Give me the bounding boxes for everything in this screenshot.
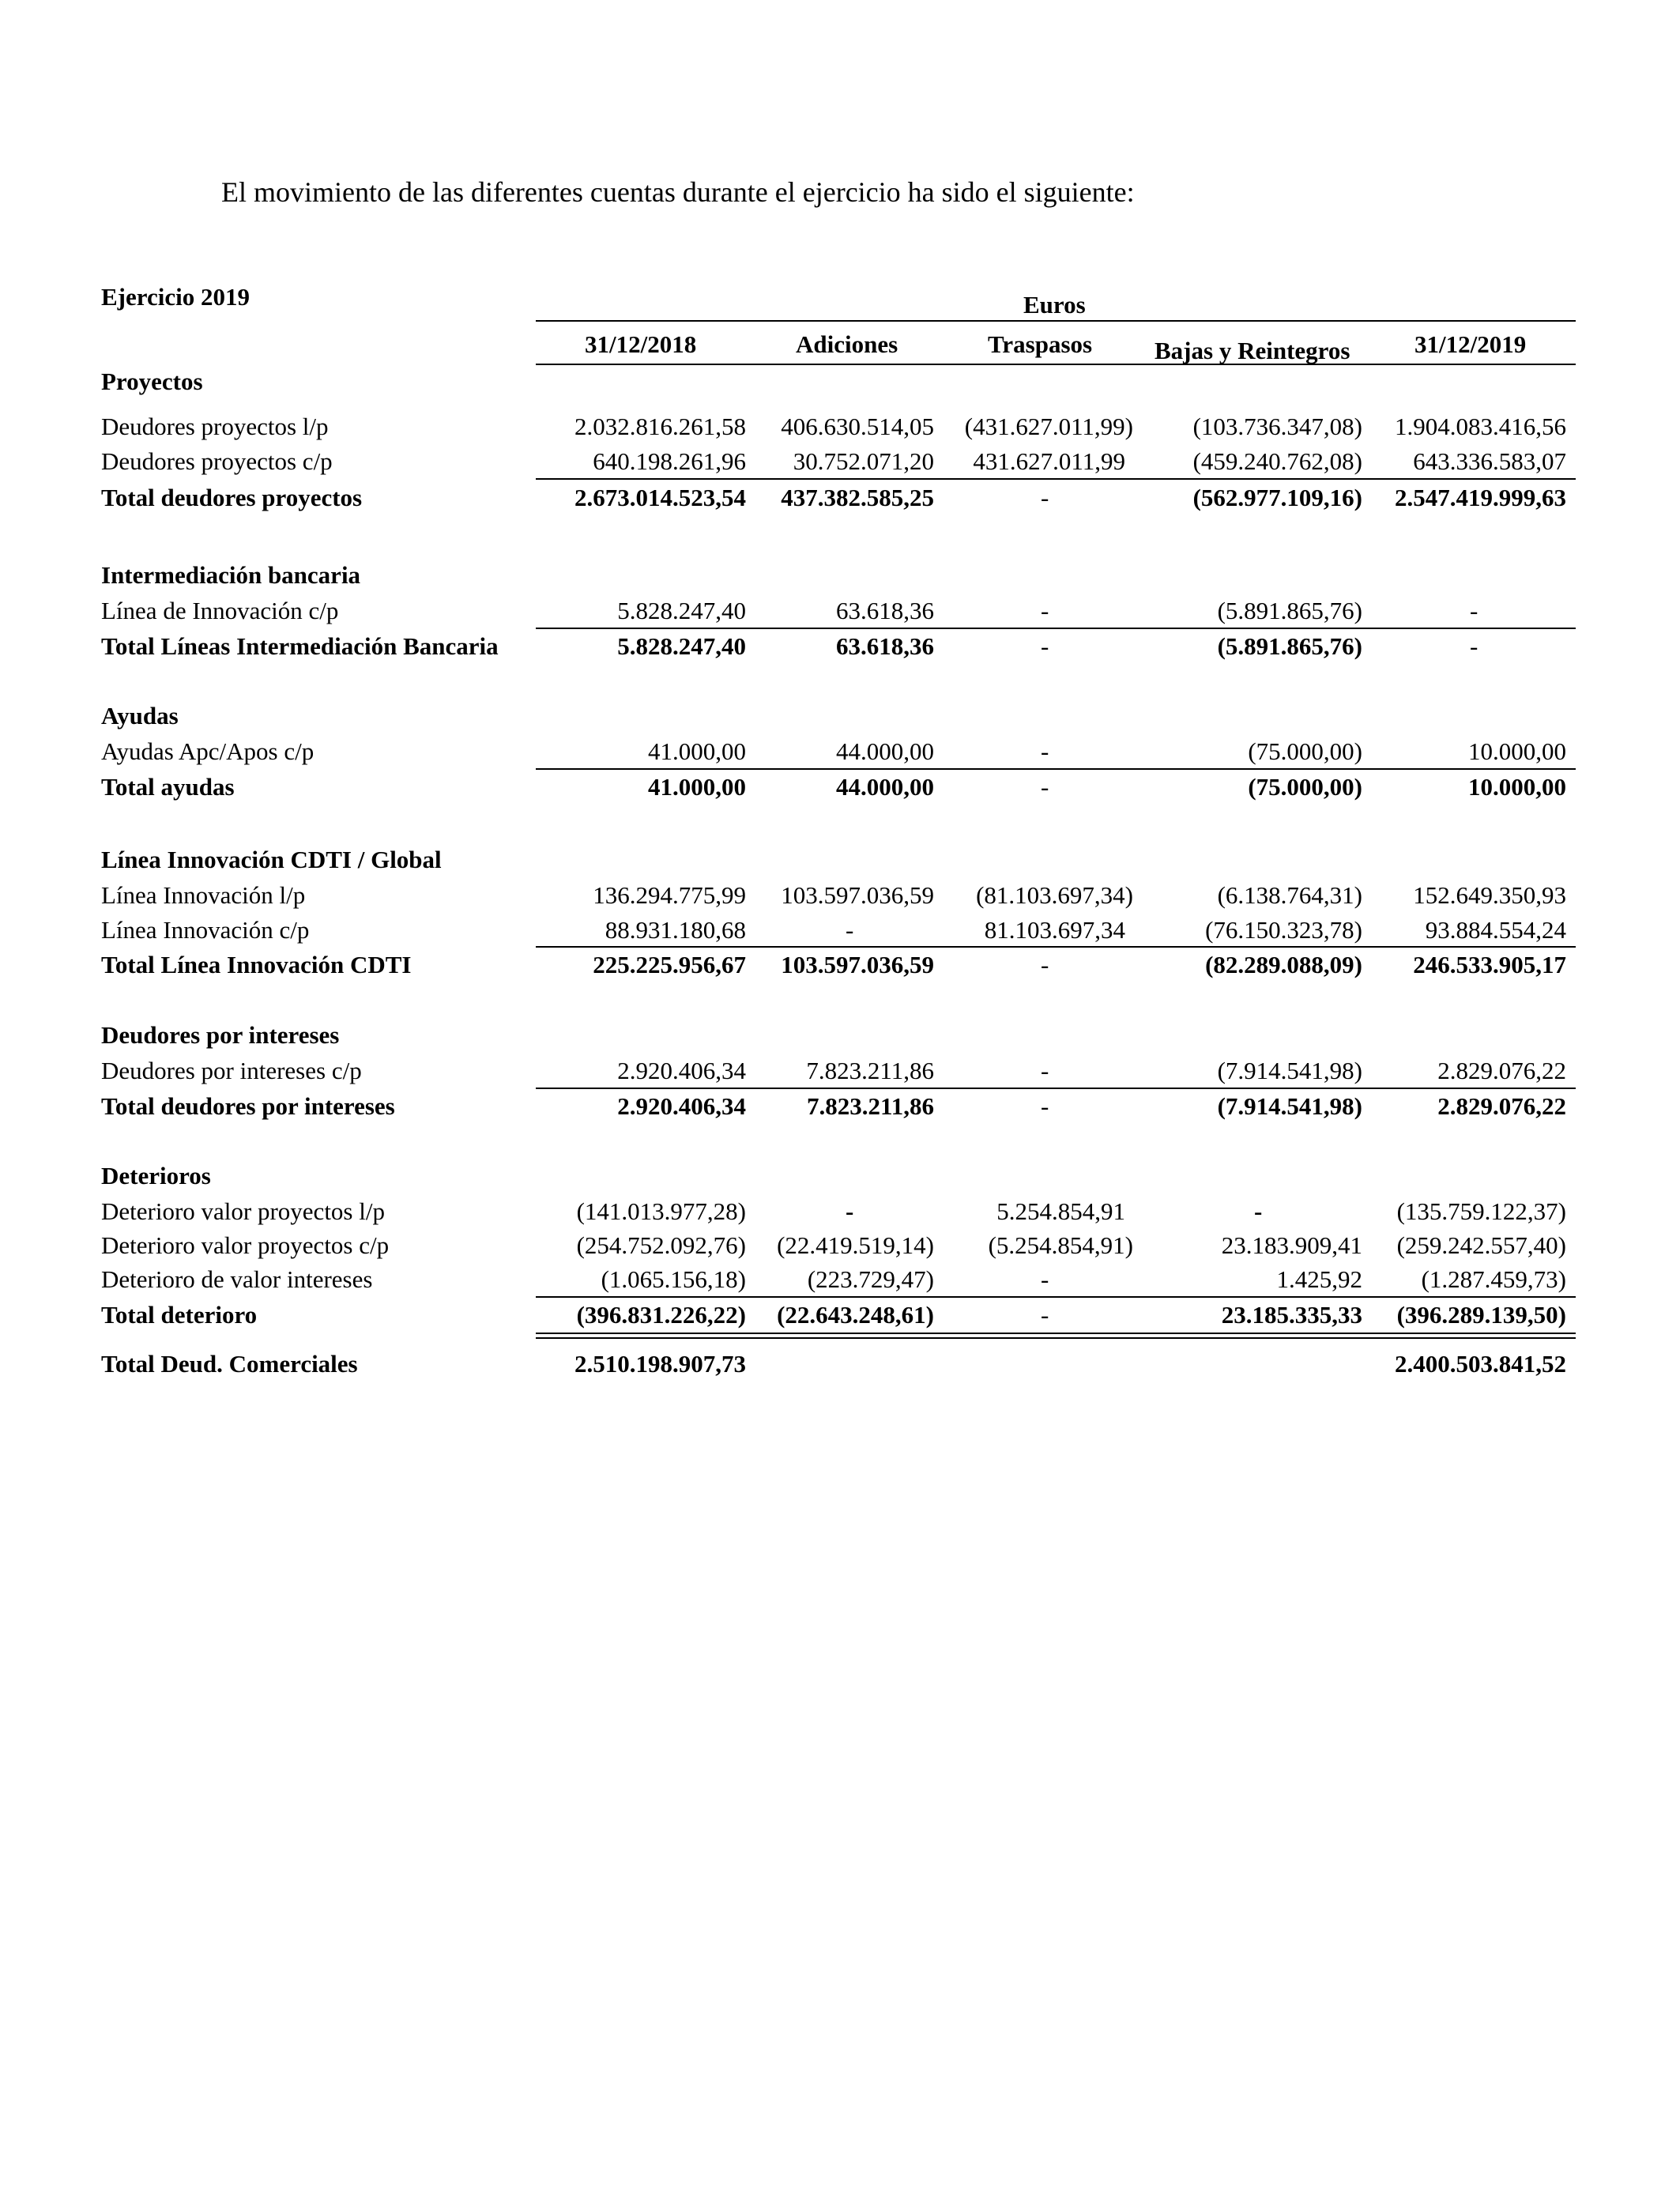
cell-bajas: (7.914.541,98) — [1217, 1092, 1362, 1120]
row-rule — [536, 628, 1576, 629]
cell-31-12-2018: 2.032.816.261,58 — [574, 413, 746, 440]
cell-31-12-2019: 10.000,00 — [1468, 773, 1566, 801]
cell-adiciones: 63.618,36 — [836, 597, 934, 624]
table-row — [0, 881, 1680, 913]
cell-adiciones: 30.752.071,20 — [793, 447, 934, 475]
cell-adiciones: (22.643.248,61) — [777, 1301, 934, 1329]
cell-31-12-2019: 2.400.503.841,52 — [1395, 1350, 1566, 1378]
cell-bajas: (82.289.088,09) — [1205, 951, 1362, 978]
cell-adiciones: 103.597.036,59 — [781, 951, 934, 978]
row-label: Deudores proyectos c/p — [101, 447, 333, 475]
row-rule — [536, 1088, 1576, 1089]
cell-bajas: (103.736.347,08) — [1192, 413, 1362, 440]
cell-31-12-2018: 5.828.247,40 — [617, 597, 746, 624]
row-label: Línea Innovación l/p — [101, 881, 306, 909]
cell-bajas: - — [1254, 1197, 1263, 1225]
section-deterioros: Deterioros — [101, 1162, 211, 1189]
cell-bajas: (459.240.762,08) — [1192, 447, 1362, 475]
table-row — [0, 447, 1680, 479]
cell-bajas: (5.891.865,76) — [1217, 632, 1362, 660]
cell-traspasos: (431.627.011,99) — [964, 413, 1133, 440]
row-label: Total Líneas Intermediación Bancaria — [101, 632, 499, 660]
cell-bajas: (7.914.541,98) — [1217, 1057, 1362, 1084]
row-rule — [536, 1296, 1576, 1298]
table-row-total — [0, 632, 1680, 664]
section-intermediacion: Intermediación bancaria — [101, 561, 361, 589]
header-rule-top — [536, 320, 1576, 322]
cell-31-12-2018: 2.673.014.523,54 — [574, 484, 746, 511]
cell-traspasos: - — [1041, 951, 1049, 978]
table-row — [0, 597, 1680, 628]
table-row — [0, 916, 1680, 948]
cell-31-12-2018: (1.065.156,18) — [601, 1265, 746, 1293]
cell-traspasos: - — [1041, 1301, 1049, 1329]
cell-31-12-2018: 2.920.406,34 — [617, 1092, 746, 1120]
header-31-12-2018: 31/12/2018 — [585, 330, 697, 358]
section-proyectos: Proyectos — [101, 368, 203, 395]
cell-31-12-2019: 2.547.419.999,63 — [1395, 484, 1566, 511]
cell-bajas: 23.185.335,33 — [1221, 1301, 1362, 1329]
row-label: Total deterioro — [101, 1301, 258, 1329]
table-row — [0, 1057, 1680, 1088]
cell-traspasos: (5.254.854,91) — [988, 1231, 1133, 1259]
cell-31-12-2019: 246.533.905,17 — [1413, 951, 1566, 978]
intro-text: El movimiento de las diferentes cuentas durante el ejercicio ha sido el siguiente: — [221, 176, 1135, 208]
cell-bajas: (5.891.865,76) — [1217, 597, 1362, 624]
cell-31-12-2018: (396.831.226,22) — [576, 1301, 746, 1329]
cell-31-12-2018: (254.752.092,76) — [576, 1231, 746, 1259]
row-rule — [536, 478, 1576, 480]
cell-traspasos: 81.103.697,34 — [984, 916, 1125, 944]
row-label: Total Línea Innovación CDTI — [101, 951, 412, 978]
row-label: Total deudores proyectos — [101, 484, 363, 511]
cell-adiciones: - — [846, 916, 854, 944]
cell-31-12-2019: (1.287.459,73) — [1421, 1265, 1566, 1293]
cell-bajas: 23.183.909,41 — [1221, 1231, 1362, 1259]
row-label: Total Deud. Comerciales — [101, 1350, 358, 1378]
header-bajas: Bajas y Reintegros — [1155, 337, 1350, 364]
cell-adiciones: 7.823.211,86 — [806, 1092, 934, 1120]
cell-adiciones: - — [846, 1197, 854, 1225]
row-label: Deterioro de valor intereses — [101, 1265, 373, 1293]
cell-traspasos: 431.627.011,99 — [973, 447, 1125, 475]
row-label: Total deudores por intereses — [101, 1092, 395, 1120]
row-label: Ayudas Apc/Apos c/p — [101, 737, 315, 765]
cell-traspasos: - — [1041, 597, 1049, 624]
cell-adiciones: 103.597.036,59 — [781, 881, 934, 909]
cell-31-12-2018: 41.000,00 — [648, 773, 746, 801]
section-intereses: Deudores por intereses — [101, 1021, 340, 1049]
cell-31-12-2018: 136.294.775,99 — [593, 881, 746, 909]
cell-31-12-2018: 5.828.247,40 — [617, 632, 746, 660]
cell-adiciones: 437.382.585,25 — [781, 484, 934, 511]
header-31-12-2019: 31/12/2019 — [1414, 330, 1527, 358]
table-row — [0, 1197, 1680, 1229]
fiscal-year-title: Ejercicio 2019 — [101, 283, 250, 311]
cell-31-12-2019: 10.000,00 — [1468, 737, 1566, 765]
row-label: Total ayudas — [101, 773, 235, 801]
table-row — [0, 737, 1680, 769]
cell-traspasos: - — [1041, 1057, 1049, 1084]
cell-31-12-2019: - — [1470, 597, 1478, 624]
cell-31-12-2018: 640.198.261,96 — [593, 447, 746, 475]
cell-traspasos: - — [1041, 737, 1049, 765]
cell-traspasos: - — [1041, 1265, 1049, 1293]
cell-adiciones: 44.000,00 — [836, 737, 934, 765]
cell-adiciones: 44.000,00 — [836, 773, 934, 801]
cell-31-12-2019: - — [1470, 632, 1478, 660]
cell-adiciones: (223.729,47) — [807, 1265, 934, 1293]
table-row-grand-total — [0, 1350, 1680, 1382]
cell-31-12-2019: (135.759.122,37) — [1396, 1197, 1566, 1225]
double-rule-bottom — [536, 1337, 1576, 1339]
cell-bajas: (562.977.109,16) — [1192, 484, 1362, 511]
cell-31-12-2018: 88.931.180,68 — [605, 916, 746, 944]
cell-bajas: (75.000,00) — [1248, 773, 1362, 801]
cell-31-12-2019: (259.242.557,40) — [1396, 1231, 1566, 1259]
cell-traspasos: - — [1041, 1092, 1049, 1120]
cell-31-12-2019: 643.336.583,07 — [1413, 447, 1566, 475]
cell-31-12-2019: 2.829.076,22 — [1437, 1092, 1566, 1120]
cell-31-12-2019: 1.904.083.416,56 — [1395, 413, 1566, 440]
row-label: Línea de Innovación c/p — [101, 597, 339, 624]
section-ayudas: Ayudas — [101, 702, 179, 729]
header-adiciones: Adiciones — [796, 330, 898, 358]
cell-bajas: 1.425,92 — [1276, 1265, 1362, 1293]
cell-31-12-2018: 225.225.956,67 — [593, 951, 746, 978]
cell-bajas: (75.000,00) — [1248, 737, 1362, 765]
row-label: Deudores por intereses c/p — [101, 1057, 362, 1084]
row-label: Deterioro valor proyectos l/p — [101, 1197, 385, 1225]
cell-31-12-2019: 152.649.350,93 — [1413, 881, 1566, 909]
double-rule-top — [536, 1333, 1576, 1334]
cell-adiciones: (22.419.519,14) — [777, 1231, 934, 1259]
table-row — [0, 413, 1680, 444]
row-rule — [536, 768, 1576, 770]
cell-traspasos: - — [1041, 773, 1049, 801]
table-row — [0, 1231, 1680, 1263]
row-label: Línea Innovación c/p — [101, 916, 310, 944]
cell-31-12-2018: 2.510.198.907,73 — [574, 1350, 746, 1378]
cell-adiciones: 63.618,36 — [836, 632, 934, 660]
table-row — [0, 1265, 1680, 1297]
cell-bajas: (76.150.323,78) — [1205, 916, 1362, 944]
cell-31-12-2018: 2.920.406,34 — [617, 1057, 746, 1084]
cell-traspasos: - — [1041, 484, 1049, 511]
header-rule-bottom — [536, 364, 1576, 365]
table-row-total — [0, 773, 1680, 805]
cell-traspasos: 5.254.854,91 — [996, 1197, 1125, 1225]
cell-31-12-2018: 41.000,00 — [648, 737, 746, 765]
cell-31-12-2019: 93.884.554,24 — [1425, 916, 1566, 944]
cell-31-12-2018: (141.013.977,28) — [576, 1197, 746, 1225]
section-cdti: Línea Innovación CDTI / Global — [101, 846, 442, 873]
row-rule — [536, 946, 1576, 948]
cell-traspasos: (81.103.697,34) — [976, 881, 1133, 909]
cell-31-12-2019: (396.289.139,50) — [1396, 1301, 1566, 1329]
cell-traspasos: - — [1041, 632, 1049, 660]
table-row-total — [0, 1092, 1680, 1124]
table-row-total — [0, 1301, 1680, 1333]
currency-header: Euros — [1023, 291, 1086, 319]
cell-31-12-2019: 2.829.076,22 — [1437, 1057, 1566, 1084]
cell-adiciones: 406.630.514,05 — [781, 413, 934, 440]
table-row-total — [0, 484, 1680, 515]
row-label: Deterioro valor proyectos c/p — [101, 1231, 390, 1259]
cell-adiciones: 7.823.211,86 — [806, 1057, 934, 1084]
header-traspasos: Traspasos — [988, 330, 1093, 358]
table-row-total — [0, 951, 1680, 982]
cell-bajas: (6.138.764,31) — [1217, 881, 1362, 909]
row-label: Deudores proyectos l/p — [101, 413, 329, 440]
